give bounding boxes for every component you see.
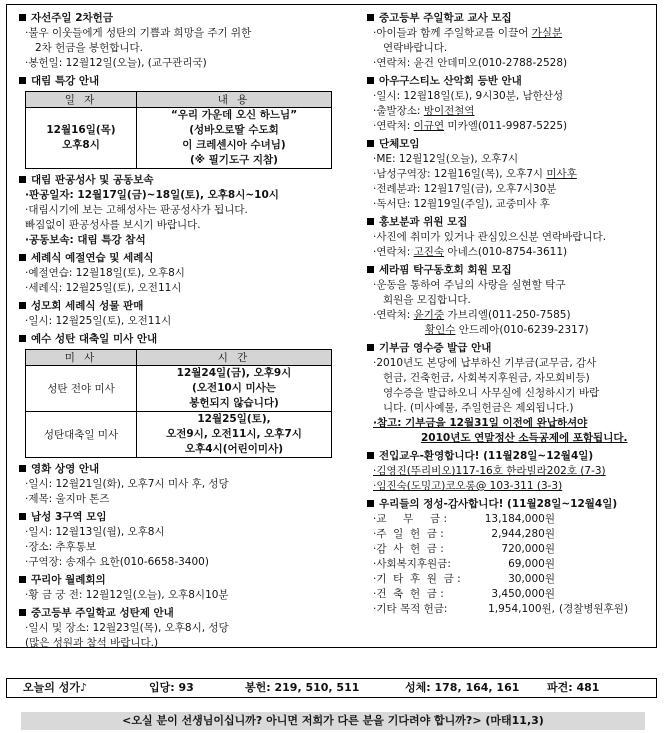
text-line: ·구역장: 송재수 요한(010-6658-3400)	[25, 556, 209, 568]
bullet-square-icon	[19, 335, 26, 342]
section-title: 자선주일 2차헌금	[31, 12, 113, 24]
section-title: 남성 3구역 모임	[31, 511, 107, 523]
text-line: 영수증을 발급하오니 사무실에 신청하시기 바랍	[383, 387, 600, 399]
entrance-hymn: 입당: 93	[149, 681, 194, 694]
text-line: ·일시: 12월13일(월), 오후8시	[25, 526, 165, 538]
text-line: ·아이들과 함께 주일학교를 이끌어 가실분	[373, 27, 563, 39]
text-line: ·장소: 추후통보	[25, 541, 97, 553]
right-column	[365, 10, 659, 619]
section-teacher-recruit	[365, 10, 659, 71]
section-title: 영화 상영 안내	[31, 463, 100, 475]
table-row	[26, 108, 332, 169]
section-title: 홍보분과 위원 모집	[379, 216, 468, 228]
text-line: ·황 금 궁 전: 12월12일(오늘), 오후8시10분	[25, 589, 229, 601]
text-line: ·공동보속: 대림 특강 참석	[25, 234, 146, 246]
text-line: ·연락처: 고진숙 아네스(010-8754-3611)	[373, 246, 568, 258]
text-line: 2차 헌금을 봉헌합니다.	[35, 42, 143, 54]
bullet-square-icon	[19, 77, 26, 84]
text-line: ·일시: 12월25일(토), 오전11시	[25, 315, 172, 327]
left-column	[17, 10, 339, 653]
text-line: ·2010년도 본당에 납부하신 기부금(교무금, 감사	[373, 357, 597, 369]
table-cell: “우리 가운데 오신 하느님” (성바오로딸 수도회 이 크레센시아 수녀님) (※ 필기도구 지참)	[137, 108, 332, 169]
section-title: 세례식 예절연습 및 세례식	[31, 252, 154, 264]
section-curia	[17, 572, 339, 603]
bullet-square-icon	[19, 14, 26, 21]
section-title: 전입교우-환영합니다! (11월28일~12월4일)	[379, 450, 594, 462]
section-charity-offering	[17, 10, 339, 71]
table-cell: 12월16일(목) 오후8시	[26, 108, 137, 169]
bullet-square-icon	[367, 77, 374, 84]
communion-hymn: 성체: 178, 164, 161	[405, 681, 520, 694]
text-line: ·출발장소: 방이전철역	[373, 105, 475, 117]
text-line: 황인수 안드레아(010-6239-2317)	[425, 324, 589, 336]
text-line: ·사진에 취미가 있거나 관심있으신분 연락바랍니다.	[373, 231, 607, 243]
text-line: 회원을 모집합니다.	[383, 294, 471, 306]
offering-row: ·사회복지후원금: 69,000원	[373, 558, 555, 570]
section-men-district	[17, 509, 339, 570]
lecture-table	[25, 91, 332, 169]
offering-row: ·건 축 헌 금 : 3,450,000원	[373, 588, 555, 600]
table-cell: 12월24일(금), 오후9시 (오전10시 미사는 봉헌되지 않습니다)	[137, 366, 332, 412]
table-header-row	[26, 92, 332, 108]
section-title: 꾸리아 월례회의	[31, 574, 106, 586]
text-line: ·일시: 12월21일(화), 오후7시 미사 후, 성당	[25, 478, 229, 490]
text-line: ·세례식: 12월25일(토), 오전11시	[25, 282, 182, 294]
text-line: ·임진숙(도밍고)코오롱@ 103-311 (3-3)	[373, 480, 563, 492]
section-title: 대림 판공성사 및 공동보속	[31, 174, 154, 186]
text-line: ·일시: 12월18일(토), 9시30분, 남한산성	[373, 90, 564, 102]
bullet-square-icon	[19, 576, 26, 583]
bullet-square-icon	[367, 218, 374, 225]
column-header: 내 용	[137, 92, 332, 108]
bullet-square-icon	[367, 500, 374, 507]
text-line: ·독서단: 12월19일(주일), 교중미사 후	[373, 198, 550, 210]
section-title: 단체모임	[379, 138, 420, 150]
table-row	[26, 412, 332, 458]
text-line: ·봉헌일: 12월12일(오늘), (교구관리국)	[25, 57, 207, 69]
table-cell: 12월25일(토), 오전9시, 오전11시, 오후7시 오후4시(어린이미사)	[137, 412, 332, 458]
section-confession	[17, 172, 339, 248]
table-cell: 성탄 전야 미사	[26, 366, 137, 412]
section-movie	[17, 461, 339, 507]
bullet-square-icon	[367, 344, 374, 351]
text-line: 헌금, 건축헌금, 사회복지후원금, 자모회비등)	[383, 372, 590, 384]
text-line: ·연락처: 이규연 미카엘(011-9987-5225)	[373, 120, 568, 132]
bullet-square-icon	[367, 452, 374, 459]
column-header: 시 간	[137, 350, 332, 366]
todays-hymn-label: 오늘의 성가♪	[23, 681, 87, 694]
section-title: 중고등부 주일학교 성탄제 안내	[31, 607, 174, 619]
table-header-row	[26, 350, 332, 366]
offering-row: ·기타 목적 헌금: 1,954,100원, (경찰병원후원)	[373, 603, 629, 615]
table-cell: 성탄대축일 미사	[26, 412, 137, 458]
text-line: ·김영진(뚜리비오)117-16호 한라빌라202호 (7-3)	[373, 465, 606, 477]
mass-table	[25, 349, 332, 458]
offering-row: ·교 무 금 : 13,184,000원	[373, 513, 555, 525]
section-christmas-mass	[17, 331, 339, 458]
offering-row: ·감 사 헌 금 : 720,000원	[373, 543, 555, 555]
text-line: ·ME: 12월12일(오늘), 오후7시	[373, 153, 519, 165]
text-line: 연락바랍니다.	[383, 42, 448, 54]
column-header: 미 사	[26, 350, 137, 366]
bullet-square-icon	[367, 14, 374, 21]
text-line: 2010년도 연말정산 소득공제에 포함됩니다.	[421, 432, 628, 444]
text-line: ·참고: 기부금을 12월31일 이전에 완납하셔야	[373, 417, 588, 429]
section-offerings	[365, 496, 659, 617]
offering-row: ·주 일 헌 금 : 2,944,280원	[373, 528, 555, 540]
bullet-square-icon	[19, 254, 26, 261]
offering-row: ·기 타 후 원 금 : 30,000원	[373, 573, 555, 585]
hymn-numbers-bar	[6, 678, 657, 698]
text-line: ·운동을 통하여 주님의 사랑을 실현할 탁구	[373, 279, 566, 291]
bible-verse: <오실 분이 선생님이십니까? 아니면 저희가 다른 분을 기다려야 합니까?> (마태11,3)	[21, 712, 645, 730]
bullet-square-icon	[19, 513, 26, 520]
text-line: ·연락처: 윤기중 가브리엘(011-250-7585)	[373, 309, 571, 321]
bullet-square-icon	[19, 302, 26, 309]
text-line: ·연락처: 윤건 안데미오(010-2788-2528)	[373, 57, 568, 69]
section-advent-lecture	[17, 73, 339, 169]
section-baptism	[17, 250, 339, 296]
section-donation-receipt	[365, 340, 659, 446]
section-title: 중고등부 주일학교 교사 모집	[379, 12, 512, 24]
section-pr-recruit	[365, 214, 659, 260]
section-table-tennis	[365, 262, 659, 338]
section-title: 대림 특강 안내	[31, 75, 100, 87]
section-title: 우리들의 정성-감사합니다! (11월28일~12월4일)	[379, 498, 618, 510]
section-hiking	[365, 73, 659, 134]
text-line: 니다. (미사예물, 주일헌금은 제외됩니다.)	[383, 402, 574, 414]
section-title: 기부금 영수증 발급 안내	[379, 342, 492, 354]
section-title: 세라핌 탁구동호회 회원 모집	[379, 264, 512, 276]
text-line: 빠짐없이 판공성사를 보시기 바랍니다.	[25, 219, 201, 231]
bullet-square-icon	[19, 609, 26, 616]
text-line: ·전례분과: 12월17일(금), 오후7시30분	[373, 183, 557, 195]
announcements-box	[6, 4, 657, 648]
text-line: ·예절연습: 12월18일(토), 오후8시	[25, 267, 185, 279]
section-youth-christmas	[17, 605, 339, 651]
section-title: 아우구스티노 산악회 등반 안내	[379, 75, 522, 87]
text-line: ·남성구역장: 12월16일(목), 오후7시 미사후	[373, 168, 577, 180]
bullet-square-icon	[367, 266, 374, 273]
table-row	[26, 366, 332, 412]
text-line: ·제목: 울지마 톤즈	[25, 493, 110, 505]
bullet-square-icon	[367, 140, 374, 147]
column-header: 일 자	[26, 92, 137, 108]
section-title: 예수 성탄 대축일 미사 안내	[31, 333, 158, 345]
section-title: 성모회 세례식 성물 판매	[31, 300, 144, 312]
text-line: (많은 성원과 참석 바랍니다.)	[25, 637, 159, 649]
section-new-members	[365, 448, 659, 494]
text-line: ·일시 및 장소: 12월23일(목), 오후8시, 성당	[25, 622, 229, 634]
text-line: ·대림시기에 보는 고해성사는 판공성사가 됩니다.	[25, 204, 248, 216]
text-line: ·판공일자: 12월17일(금)~18일(토), 오후8시~10시	[25, 189, 279, 201]
bullet-square-icon	[19, 465, 26, 472]
offertory-hymn: 봉헌: 219, 510, 511	[245, 681, 360, 694]
dismissal-hymn: 파견: 481	[547, 681, 600, 694]
bullet-square-icon	[19, 176, 26, 183]
section-group-meetings	[365, 136, 659, 212]
section-holy-goods-sale	[17, 298, 339, 329]
text-line: ·불우 이웃들에게 성탄의 기쁨과 희망을 주기 위한	[25, 27, 252, 39]
